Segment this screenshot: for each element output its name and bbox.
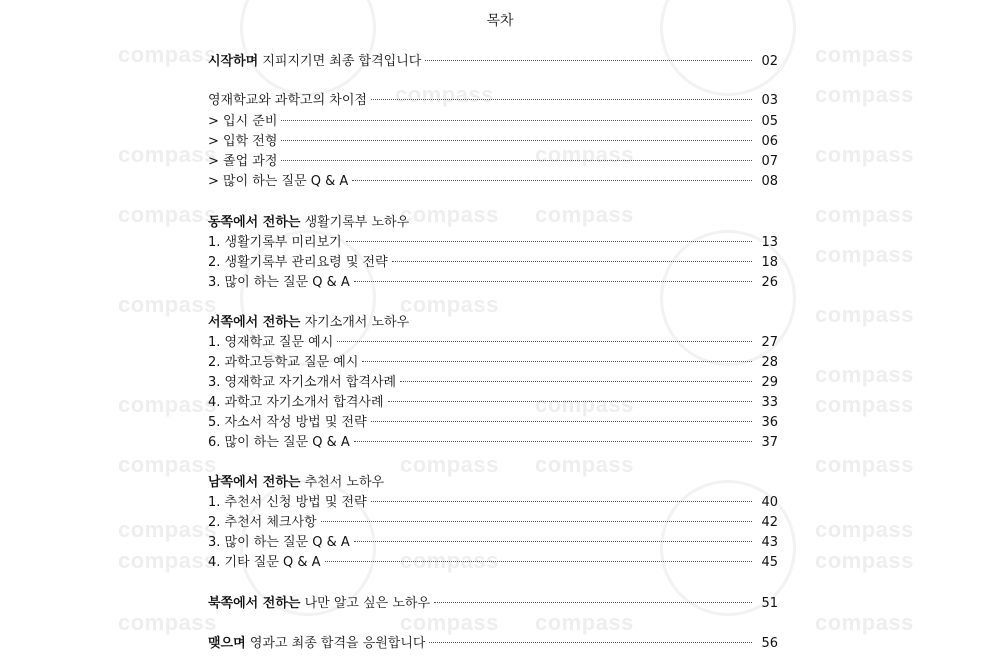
dot-leader bbox=[346, 241, 752, 242]
toc-page-number: 42 bbox=[761, 515, 778, 530]
toc-page-number: 43 bbox=[761, 535, 778, 550]
watermark-text: compass bbox=[815, 517, 914, 542]
page-title: 목차 bbox=[486, 13, 514, 29]
toc-entry-label: 3. 영재학교 자기소개서 합격사례 bbox=[208, 375, 397, 390]
toc-entry-label: 4. 과학고 자기소개서 합격사례 bbox=[208, 395, 384, 410]
toc-entry-label: > 졸업 과정 bbox=[208, 154, 278, 169]
dot-leader bbox=[281, 120, 752, 121]
watermark-text: compass bbox=[400, 610, 499, 635]
section-heading-west bbox=[208, 313, 409, 333]
toc-entry-outro[interactable] bbox=[208, 634, 778, 654]
dot-leader bbox=[392, 261, 752, 262]
toc-entry-intro[interactable] bbox=[208, 52, 778, 72]
watermark-text: compass bbox=[815, 452, 914, 477]
toc-entry-label: 3. 많이 하는 질문 Q & A bbox=[208, 535, 350, 550]
dot-leader bbox=[388, 401, 753, 402]
watermark-text: compass bbox=[118, 548, 217, 573]
toc-entry-label: 5. 자소서 작성 방법 및 전략 bbox=[208, 415, 367, 430]
watermark-text: compass bbox=[395, 82, 494, 107]
dot-leader bbox=[354, 281, 752, 282]
toc-page-number: 51 bbox=[761, 596, 778, 611]
toc-page-number: 05 bbox=[761, 114, 778, 129]
section-heading-bold: 남쪽에서 전하는 bbox=[208, 475, 301, 490]
watermark-text: compass bbox=[815, 242, 914, 267]
toc-entry[interactable] bbox=[208, 493, 778, 513]
watermark-text: compass bbox=[118, 142, 217, 167]
watermark-text: compass bbox=[815, 610, 914, 635]
toc-page-number: 56 bbox=[761, 636, 778, 651]
toc-entry-text: 지피지기면 최종 합격입니다 bbox=[262, 54, 422, 69]
toc-page-number: 36 bbox=[761, 415, 778, 430]
toc-entry[interactable] bbox=[208, 513, 778, 533]
toc-page-number: 40 bbox=[761, 495, 778, 510]
watermark-text: compass bbox=[535, 392, 634, 417]
toc-entry-section5[interactable] bbox=[208, 594, 778, 614]
section-heading-text: 자기소개서 노하우 bbox=[304, 315, 410, 330]
toc-entry[interactable] bbox=[208, 233, 778, 253]
dot-leader bbox=[321, 521, 752, 522]
toc-page-number: 29 bbox=[761, 375, 778, 390]
toc-entry-label bbox=[208, 594, 430, 614]
toc-entry-label: 2. 과학고등학교 질문 예시 bbox=[208, 355, 359, 370]
watermark-text: compass bbox=[118, 517, 217, 542]
toc-entry[interactable] bbox=[208, 112, 778, 132]
toc-entry[interactable] bbox=[208, 373, 778, 393]
toc-entry-label: 1. 추천서 신청 방법 및 전략 bbox=[208, 495, 367, 510]
section-heading-text: 생활기록부 노하우 bbox=[304, 215, 410, 230]
dot-leader bbox=[400, 381, 752, 382]
watermark-text: compass bbox=[815, 392, 914, 417]
toc-page-number: 18 bbox=[761, 255, 778, 270]
section-heading-south bbox=[208, 473, 384, 493]
watermark-text: compass bbox=[535, 610, 634, 635]
watermark-text: compass bbox=[118, 452, 217, 477]
watermark-text: compass bbox=[815, 362, 914, 387]
watermark-text: compass bbox=[118, 392, 217, 417]
dot-leader bbox=[362, 361, 752, 362]
watermark-text: compass bbox=[118, 610, 217, 635]
watermark-text: compass bbox=[815, 82, 914, 107]
toc-entry[interactable] bbox=[208, 413, 778, 433]
watermark-text: compass bbox=[815, 548, 914, 573]
toc-page-number: 06 bbox=[761, 134, 778, 149]
toc-entry[interactable] bbox=[208, 253, 778, 273]
toc-page-number: 26 bbox=[761, 275, 778, 290]
dot-leader bbox=[425, 60, 752, 61]
toc-entry-section1[interactable] bbox=[208, 91, 778, 111]
dot-leader bbox=[281, 140, 752, 141]
toc-page-number: 13 bbox=[761, 235, 778, 250]
section-heading-east bbox=[208, 213, 409, 233]
dot-leader bbox=[371, 421, 752, 422]
dot-leader bbox=[354, 541, 752, 542]
dot-leader bbox=[325, 561, 752, 562]
toc-entry-label: 2. 추천서 체크사항 bbox=[208, 515, 317, 530]
toc-entry-bold: 시작하며 bbox=[208, 54, 259, 69]
toc-page-number: 27 bbox=[761, 335, 778, 350]
watermark-text: compass bbox=[400, 292, 499, 317]
watermark-text: compass bbox=[400, 452, 499, 477]
toc-entry-label: > 입학 전형 bbox=[208, 134, 278, 149]
toc-entry[interactable] bbox=[208, 533, 778, 553]
dot-leader bbox=[429, 642, 752, 643]
dot-leader bbox=[352, 180, 752, 181]
toc-entry-bold: 북쪽에서 전하는 bbox=[208, 596, 301, 611]
toc-entry-text: 영과고 최종 합격을 응원합니다 bbox=[249, 636, 426, 651]
toc-page-number: 33 bbox=[761, 395, 778, 410]
watermark-text: compass bbox=[535, 142, 634, 167]
dot-leader bbox=[337, 341, 752, 342]
toc-entry-label: 6. 많이 하는 질문 Q & A bbox=[208, 435, 350, 450]
toc-page-number: 03 bbox=[761, 93, 778, 108]
toc-entry-text: 나만 알고 싶은 노하우 bbox=[304, 596, 430, 611]
toc-entry-label: 2. 생활기록부 관리요령 및 전략 bbox=[208, 255, 388, 270]
section-heading-bold: 동쪽에서 전하는 bbox=[208, 215, 301, 230]
toc-entry-label: 1. 생활기록부 미리보기 bbox=[208, 235, 342, 250]
watermark-text: compass bbox=[815, 42, 914, 67]
toc-page-number: 45 bbox=[761, 555, 778, 570]
watermark-text: compass bbox=[815, 302, 914, 327]
toc-entry[interactable] bbox=[208, 433, 778, 453]
toc-entry-label: > 많이 하는 질문 Q & A bbox=[208, 174, 349, 189]
watermark-text: compass bbox=[118, 292, 217, 317]
dot-leader bbox=[354, 441, 752, 442]
toc-page-number: 07 bbox=[761, 154, 778, 169]
toc-entry-label: 1. 영재학교 질문 예시 bbox=[208, 335, 334, 350]
toc-entry-label: 3. 많이 하는 질문 Q & A bbox=[208, 275, 350, 290]
toc-entry-label bbox=[208, 634, 425, 654]
toc-entry-label bbox=[208, 52, 421, 72]
toc-page-number: 08 bbox=[761, 174, 778, 189]
toc-entry[interactable] bbox=[208, 353, 778, 373]
toc-entry-bold: 맺으며 bbox=[208, 636, 246, 651]
toc-entry[interactable] bbox=[208, 333, 778, 353]
toc-entry[interactable] bbox=[208, 553, 778, 573]
watermark-text: compass bbox=[815, 142, 914, 167]
toc-entry[interactable] bbox=[208, 172, 778, 192]
dot-leader bbox=[434, 602, 752, 603]
toc-entry-label: > 입시 준비 bbox=[208, 114, 278, 129]
dot-leader bbox=[281, 160, 752, 161]
toc-entry[interactable] bbox=[208, 152, 778, 172]
watermark-text: compass bbox=[815, 202, 914, 227]
toc-entry[interactable] bbox=[208, 273, 778, 293]
toc-page-number: 02 bbox=[761, 54, 778, 69]
watermark-text: compass bbox=[400, 202, 499, 227]
toc-page-number: 37 bbox=[761, 435, 778, 450]
watermark-text: compass bbox=[400, 548, 499, 573]
dot-leader bbox=[371, 501, 752, 502]
watermark-text: compass bbox=[535, 202, 634, 227]
toc-page-number: 28 bbox=[761, 355, 778, 370]
toc-entry-label: 4. 기타 질문 Q & A bbox=[208, 555, 321, 570]
watermark-text: compass bbox=[118, 202, 217, 227]
watermark-text: compass bbox=[535, 452, 634, 477]
watermark-text: compass bbox=[118, 42, 217, 67]
dot-leader bbox=[371, 99, 752, 100]
toc-entry-label: 영재학교와 과학고의 차이점 bbox=[208, 93, 367, 108]
toc-entry[interactable] bbox=[208, 393, 778, 413]
section-heading-text: 추천서 노하우 bbox=[304, 475, 385, 490]
toc-entry[interactable] bbox=[208, 132, 778, 152]
section-heading-bold: 서쪽에서 전하는 bbox=[208, 315, 301, 330]
